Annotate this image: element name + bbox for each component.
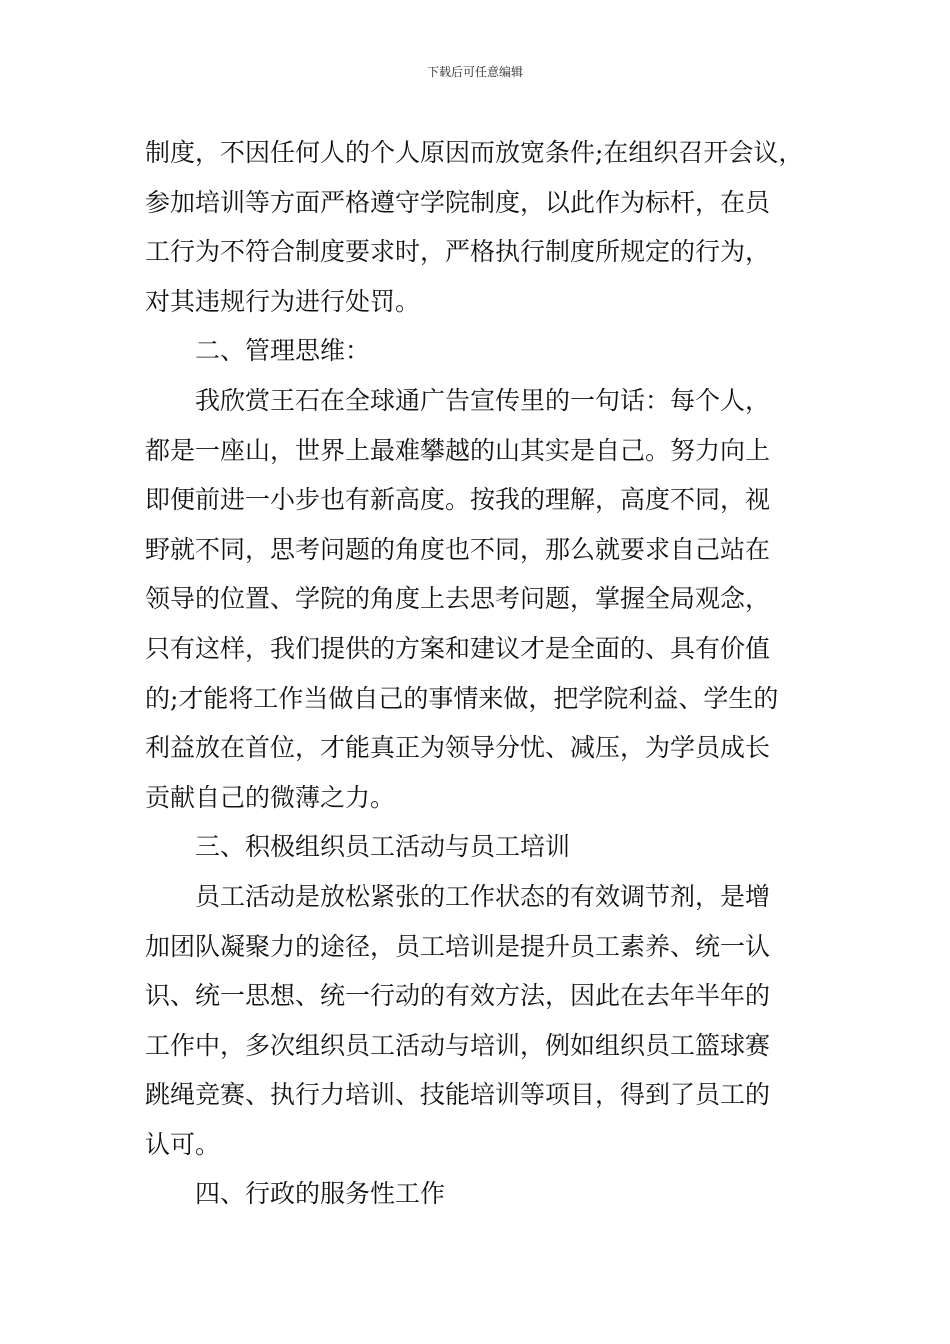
text-line: 认可。 xyxy=(145,1129,221,1159)
text-line: 即便前进一小步也有新高度。按我的理解，高度不同，视 xyxy=(145,485,771,515)
text-line: 三、积极组织员工活动与员工培训 xyxy=(195,832,571,862)
text-line: 工作中，多次组织员工活动与培训，例如组织员工篮球赛 xyxy=(145,1030,771,1060)
text-line: 领导的位置、学院的角度上去思考问题，掌握全局观念， xyxy=(145,584,771,614)
text-line: 制度，不因任何人的个人原因而放宽条件;在组织召开会议， xyxy=(145,138,804,167)
text-line: 跳绳竞赛、执行力培训、技能培训等项目，得到了员工的 xyxy=(145,1080,771,1110)
text-line: 工行为不符合制度要求时，严格执行制度所规定的行为， xyxy=(145,237,771,267)
document-body xyxy=(145,128,815,1219)
text-line: 只有这样，我们提供的方案和建议才是全面的、具有价值 xyxy=(145,633,771,663)
text-line: 员工活动是放松紧张的工作状态的有效调节剂，是增 xyxy=(195,881,771,911)
text-line: 识、统一思想、统一行动的有效方法，因此在去年半年的 xyxy=(145,981,771,1011)
text-line: 对其违规行为进行处罚。 xyxy=(145,286,421,316)
text-line: 四、行政的服务性工作 xyxy=(195,1179,446,1209)
page-header-note: 下载后可任意编辑 xyxy=(426,65,523,79)
text-line: 加团队凝聚力的途径，员工培训是提升员工素养、统一认 xyxy=(145,931,771,961)
text-line: 利益放在首位，才能真正为领导分忧、减压，为学员成长 xyxy=(145,733,771,763)
text-line: 贡献自己的微薄之力。 xyxy=(145,782,396,812)
text-line: 的;才能将工作当做自己的事情来做，把学院利益、学生的 xyxy=(145,683,779,713)
text-line: 我欣赏王石在全球通广告宣传里的一句话：每个人， xyxy=(195,385,771,415)
text-line: 二、管理思维： xyxy=(195,336,371,366)
text-line: 野就不同，思考问题的角度也不同，那么就要求自己站在 xyxy=(145,534,771,564)
text-line: 参加培训等方面严格遵守学院制度，以此作为标杆，在员 xyxy=(145,187,771,217)
text-line: 都是一座山，世界上最难攀越的山其实是自己。努力向上 xyxy=(145,435,771,465)
